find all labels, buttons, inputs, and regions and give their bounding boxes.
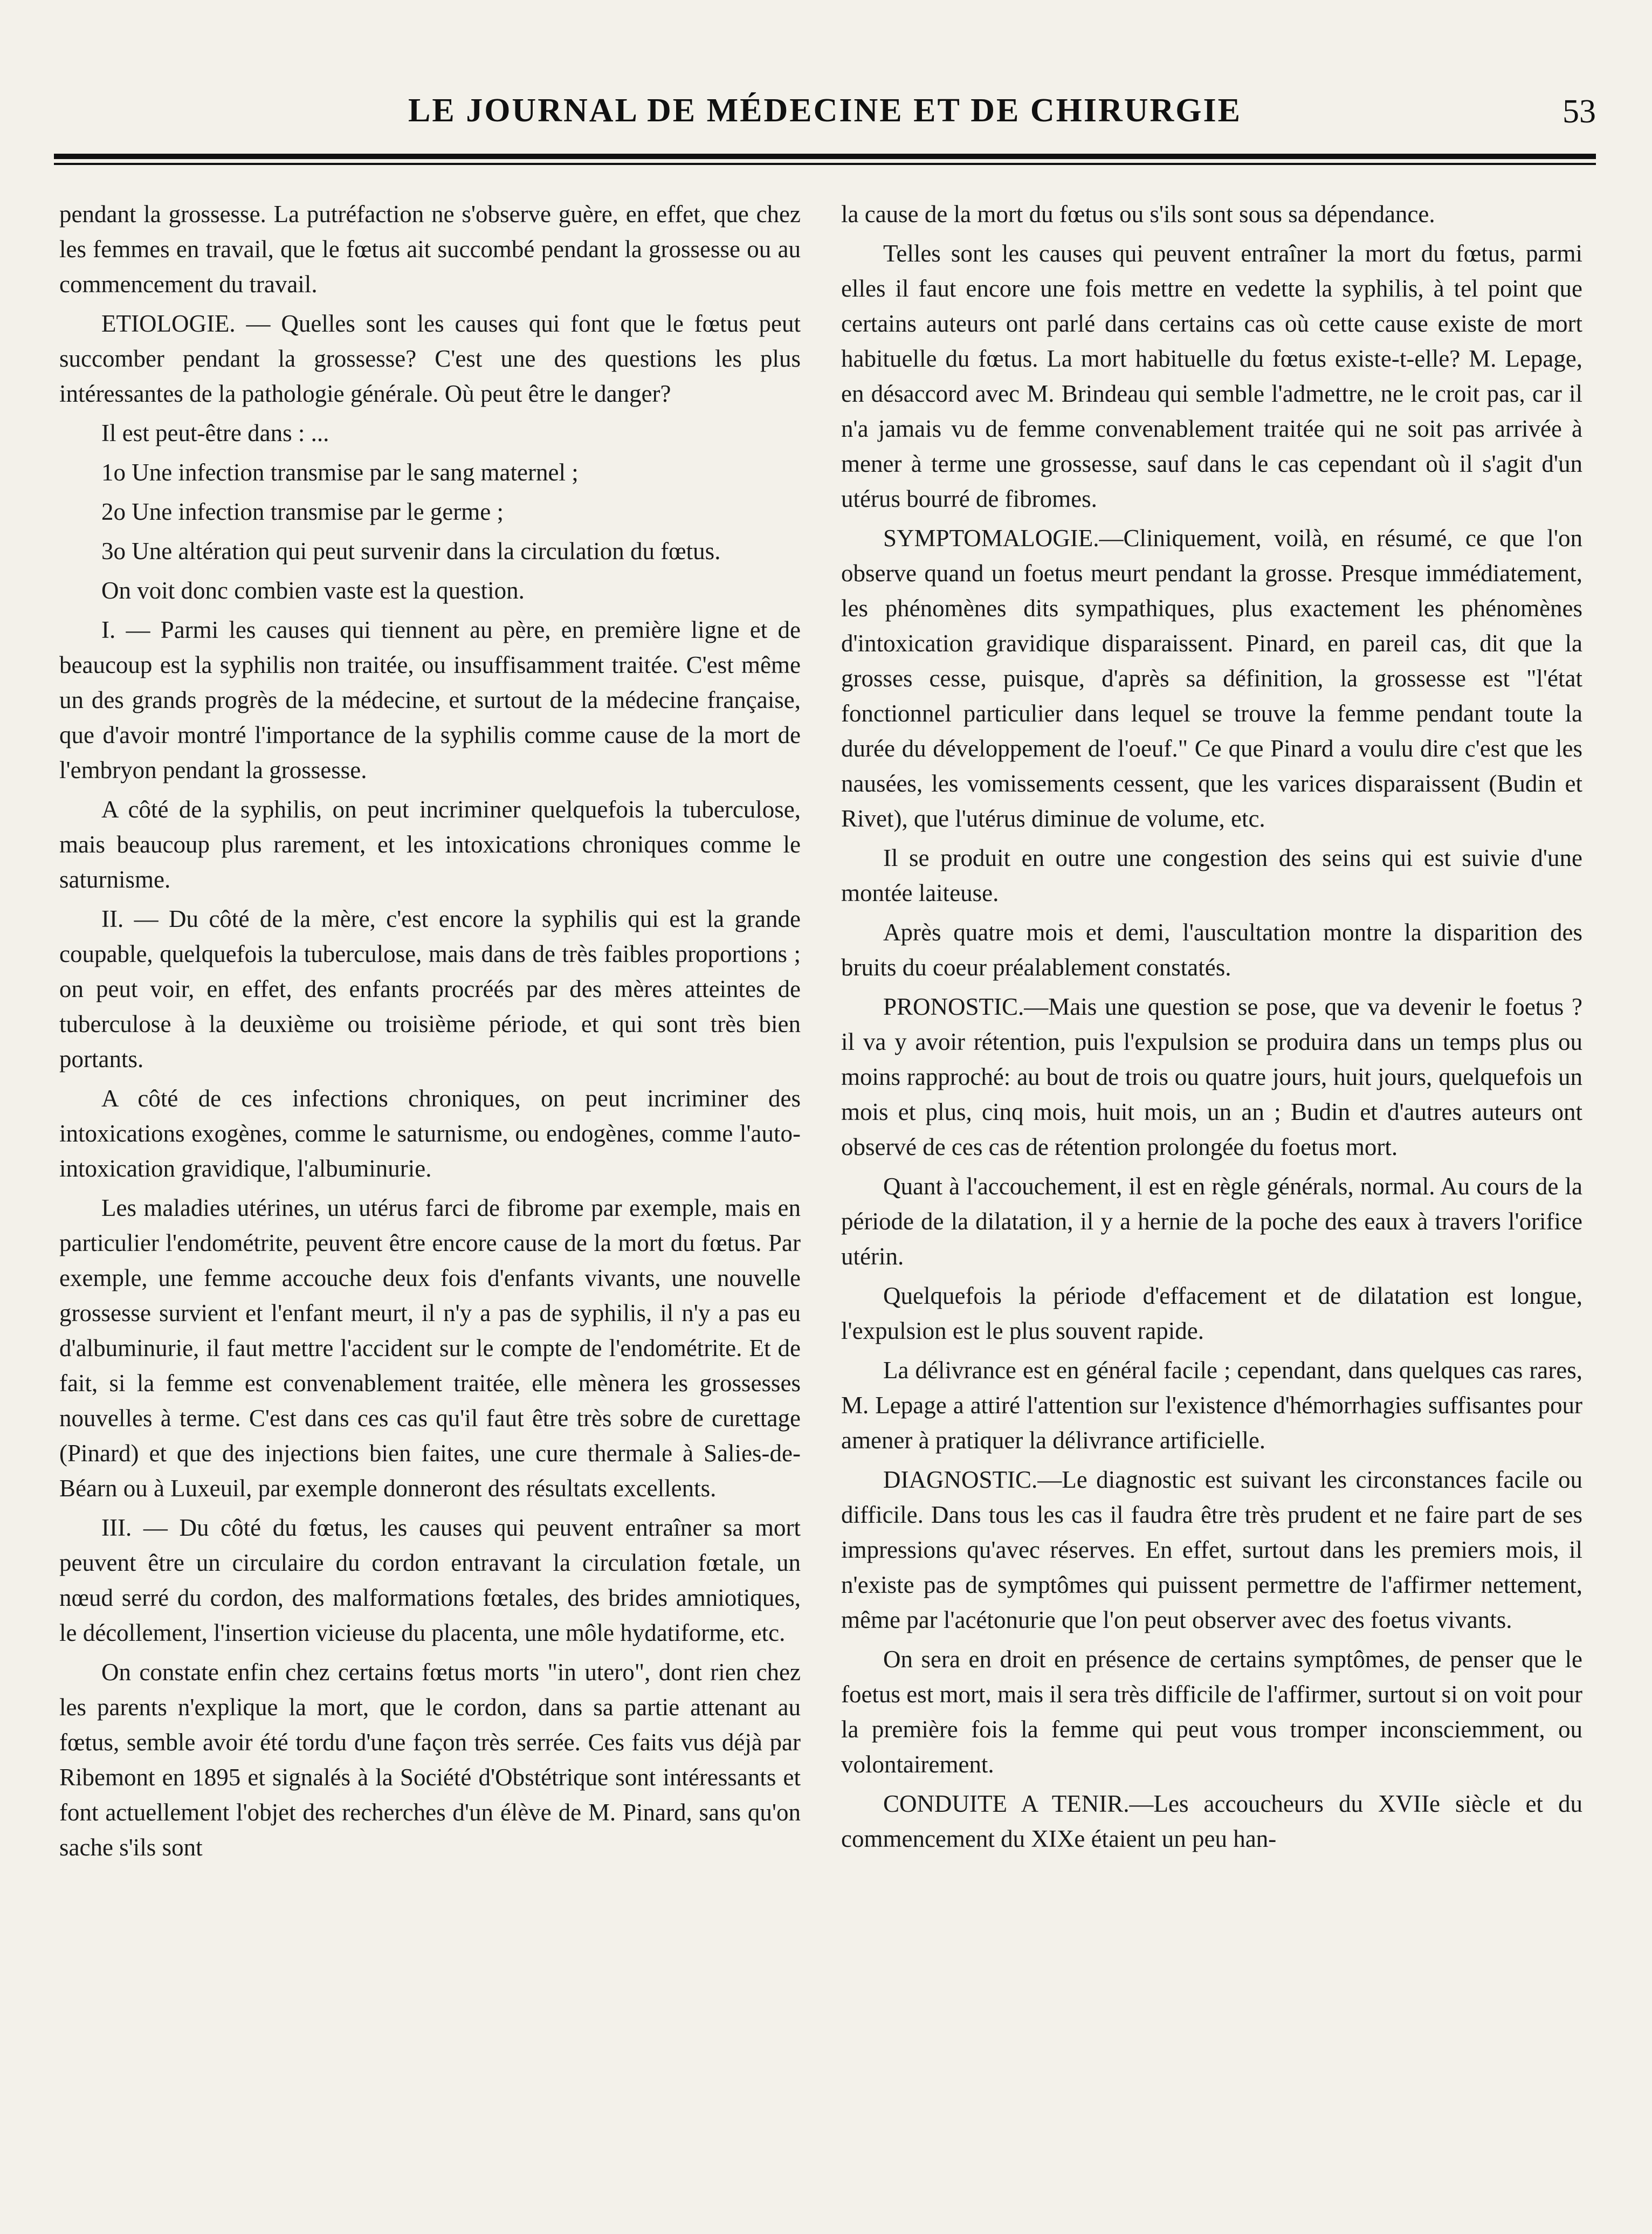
paragraph: pendant la grossesse. La putréfaction ne s'observe guère, en effet, que chez les femmes en travail, que le fœtus ait succombé pendant la grossesse ou au commencement du travail.	[59, 201, 801, 298]
paragraph-pronostic: PRONOSTIC.—Mais une question se pose, que va devenir le foetus ? il va y avoir rétention, puis l'expulsion se produira dans un temps plus ou moins rapproché: au bout de trois ou quatre jours, huit jours, quelquefois un mois et plus, cinq mois, huit mois, un an ; Budin et d'autres auteurs ont observé de ces cas de rétention prolongée du foetus mort.	[841, 993, 1582, 1160]
paragraph: A côté de ces infections chroniques, on peut incriminer des intoxications exogènes, comme le saturnisme, ou endogènes, comme l'auto-intoxication gravidique, l'albuminurie.	[59, 1085, 801, 1182]
page-header	[54, 86, 1596, 146]
paragraph: A côté de la syphilis, on peut incriminer quelquefois la tuberculose, mais beaucoup plus rarement, et les intoxications chroniques comme le saturnisme.	[59, 796, 801, 893]
list-item: 2o Une infection transmise par le germe ;	[101, 498, 504, 525]
paragraph: On constate enfin chez certains fœtus morts "in utero", dont rien chez les parents n'explique la mort, que le cordon, dans sa partie attenant au fœtus, semble avoir été tordu d'une façon très serrée. Ces faits vus déjà par Ribemont en 1895 et signalés à la Société d'Obstétrique sont intéressants et font actuellement l'objet des recherches d'un élève de M. Pinard, sans qu'on sache s'ils sont	[59, 1659, 801, 1861]
list-item: 3o Une altération qui peut survenir dans la circulation du fœtus.	[101, 538, 721, 565]
header-rule-thin	[54, 163, 1596, 165]
paragraph: III. — Du côté du fœtus, les causes qui peuvent entraîner sa mort peuvent être un circulaire du cordon entravant la circulation fœtale, un nœud serré du cordon, des malformations fœtales, des brides amniotiques, le décollement, l'insertion vicieuse du placenta, une môle hydatiforme, etc.	[59, 1514, 801, 1646]
page-number: 53	[1562, 93, 1596, 130]
paragraph: II. — Du côté de la mère, c'est encore la syphilis qui est la grande coupable, quelquefois la tuberculose, mais dans de très faibles proportions ; on peut voir, en effet, des enfants procréés par des mères atteintes de tuberculose à la deuxième ou troisième période, et qui sont très bien portants.	[59, 905, 801, 1073]
paragraph: I. — Parmi les causes qui tiennent au père, en première ligne et de beaucoup est la syphilis non traitée, ou insuffisamment traitée. C'est même un des grands progrès de la médecine, et surtout de la médecine française, que d'avoir montré l'importance de la syphilis comme cause de la mort de l'embryon pendant la grossesse.	[59, 616, 801, 783]
paragraph: la cause de la mort du fœtus ou s'ils sont sous sa dépendance.	[841, 201, 1435, 228]
journal-title: LE JOURNAL DE MÉDECINE ET DE CHIRURGIE	[408, 92, 1242, 129]
paragraph-etiologie: ETIOLOGIE. — Quelles sont les causes qui font que le fœtus peut succomber pendant la grossesse? C'est une des questions les plus intéressantes de la pathologie générale. Où peut être le danger?	[59, 310, 801, 407]
paragraph: On sera en droit en présence de certains symptômes, de penser que le foetus est mort, mais il sera très difficile de l'affirmer, surtout si on voit pour la première fois la femme qui peut vous tromper inconsciemment, ou volontairement.	[841, 1646, 1582, 1778]
paragraph: Après quatre mois et demi, l'auscultation montre la disparition des bruits du coeur préalablement constatés.	[841, 919, 1582, 981]
paragraph: La délivrance est en général facile ; cependant, dans quelques cas rares, M. Lepage a attiré l'attention sur l'existence d'hémorrhagies suffisantes pour amener à pratiquer la délivrance artificielle.	[841, 1357, 1582, 1454]
paragraph: Quelquefois la période d'effacement et de dilatation est longue, l'expulsion est le plus souvent rapide.	[841, 1282, 1582, 1344]
paragraph-conduite: CONDUITE A TENIR.—Les accoucheurs du XVIIe siècle et du commencement du XIXe étaient un peu han-	[841, 1790, 1582, 1852]
left-column	[59, 197, 801, 2214]
paragraph: Il est peut-être dans : ...	[101, 420, 329, 446]
paragraph: Il se produit en outre une congestion des seins qui est suivie d'une montée laiteuse.	[841, 844, 1582, 906]
right-column	[841, 197, 1582, 2214]
paragraph: Telles sont les causes qui peuvent entraîner la mort du fœtus, parmi elles il faut encore une fois mettre en vedette la syphilis, à tel point que certains auteurs ont parlé dans certains cas où cette cause existe de mort habituelle du fœtus. La mort habituelle du fœtus existe-t-elle? M. Lepage, en désaccord avec M. Brindeau qui semble l'admettre, ne le croit pas, car il n'a jamais vu de femme convenablement traitée qui ne soit pas arrivée à mener à terme une grossesse, sauf dans le cas cependant où il s'agit d'un utérus bourré de fibromes.	[841, 240, 1582, 512]
header-rule-thick	[54, 154, 1596, 159]
paragraph-diagnostic: DIAGNOSTIC.—Le diagnostic est suivant les circonstances facile ou difficile. Dans tous les cas il faudra être très prudent et ne faire part de ses impressions qu'avec réserves. En effet, surtout dans les premiers mois, il n'existe pas de symptômes qui puissent permettre de l'affirmer nettement, même par l'acétonurie que l'on peut observer avec des foetus vivants.	[841, 1466, 1582, 1633]
paragraph: On voit donc combien vaste est la question.	[101, 577, 525, 604]
list-item: 1o Une infection transmise par le sang maternel ;	[101, 459, 579, 486]
paragraph: Quant à l'accouchement, il est en règle générals, normal. Au cours de la période de la dilatation, il y a hernie de la poche des eaux à travers l'orifice utérin.	[841, 1173, 1582, 1270]
paragraph-symptomalogie: SYMPTOMALOGIE.—Cliniquement, voilà, en résumé, ce que l'on observe quand un foetus meurt pendant la grosse. Presque immédiatement, les phénomènes dits sympathiques, plus exactement les phénomènes d'intoxication gravidique disparaissent. Pinard, en pareil cas, dit que la grosses cesse, puisque, d'après sa définition, la grossesse est "l'état fonctionnel particulier dans lequel se trouve la femme pendant toute la durée du développement de l'oeuf." Ce que Pinard a voulu dire c'est que les nausées, les vomissements cessent, que les varices disparaissent (Budin et Rivet), que l'utérus diminue de volume, etc.	[841, 525, 1582, 832]
paragraph: Les maladies utérines, un utérus farci de fibrome par exemple, mais en particulier l'endométrite, peuvent être encore cause de la mort du fœtus. Par exemple, une femme accouche deux fois d'enfants vivants, une nouvelle grossesse survient et l'enfant meurt, il n'y a pas de syphilis, il n'y a pas eu d'albuminurie, il faut mettre l'accident sur le compte de l'endométrite. Et de fait, si la femme est convenablement traitée, elle mènera les grossesses nouvelles à terme. C'est dans ces cas qu'il faut être très sobre de curettage (Pinard) et que des injections bien faites, une cure thermale à Salies-de-Béarn ou à Luxeuil, par exemple donneront des résultats excellents.	[59, 1194, 801, 1502]
